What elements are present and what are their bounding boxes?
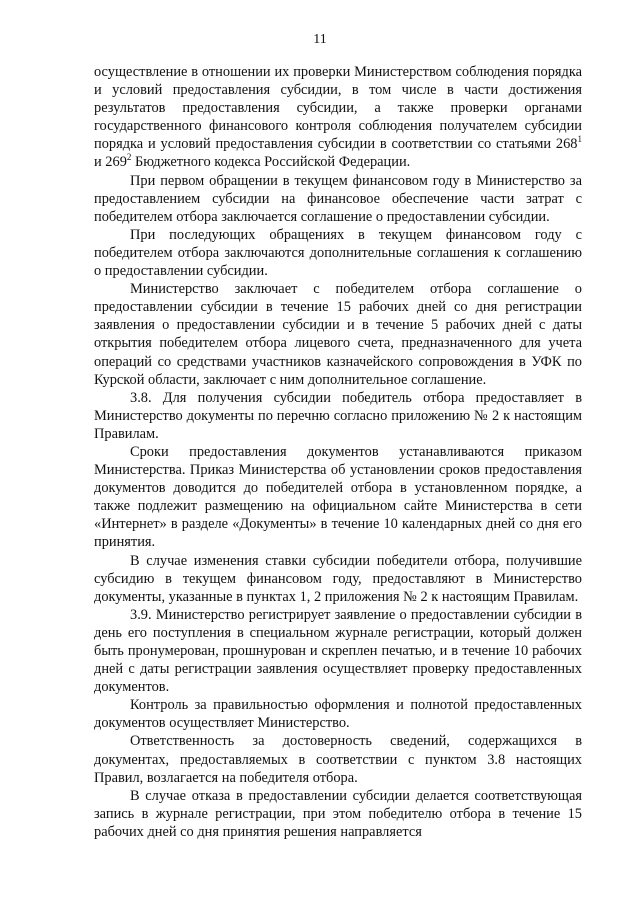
page-number: 11: [313, 32, 327, 47]
paragraph-10: Ответственность за достоверность сведений, содержащихся в документах, предоставляемых в соответствии с пунктом 3.8 настоящих Правил, возлагается на победителя отбора.: [94, 733, 582, 786]
paragraph-1-text-b: и 269: [94, 154, 127, 171]
paragraph-4: Министерство заключает с победителем отбора соглашение о предоставлении субсидии в течение 15 рабочих дней со дня регистрации заявления о предоставлении субсидии и в течение 5 рабочих дней с даты открытия победителем отбора лицевого счета, предназначенного для учета операций со средствами участников казначейского сопровождения в УФК по Курской области, заключает с ним дополнительное соглашение.: [94, 281, 582, 388]
paragraph-11: В случае отказа в предоставлении субсидии делается соответствующая запись в журнале регистрации, при этом победителю отбора в течение 15 рабочих дней со дня принятия решения направляется: [94, 787, 582, 840]
document-body: [94, 63, 582, 841]
paragraph-3: При последующих обращениях в текущем финансовом году с победителем отбора заключаются дополнительные соглашения к соглашению о предоставлении субсидии.: [94, 226, 582, 280]
paragraph-6: Сроки предоставления документов устанавливаются приказом Министерства. Приказ Министерства об установлении сроков предоставления документов доводится до победителей отбора в установленном порядке, а также подлежит размещению на официальном сайте Министерства в сети «Интернет» в разделе «Документы» в течение 10 календарных дней со дня его принятия.: [94, 443, 582, 551]
superscript-2: 2: [126, 152, 132, 163]
paragraph-8: 3.9. Министерство регистрирует заявление о предоставлении субсидии в день его поступления в специальном журнале регистрации, который должен быть пронумерован, прошнурован и скреплен печатью, и в течение 10 рабочих дней с даты регистрации заявления осуществляет проверку предоставленных документов.: [94, 606, 582, 696]
paragraph-1: [94, 63, 582, 172]
paragraph-9: Контроль за правильностью оформления и полнотой предоставленных документов осуществляет Министерство.: [94, 697, 582, 732]
paragraph-5: 3.8. Для получения субсидии победитель отбора предоставляет в Министерство документы по перечню согласно приложению № 2 к настоящим Правилам.: [94, 389, 582, 442]
superscript-1: 1: [577, 134, 582, 145]
paragraph-1-text-c: Бюджетного кодекса Российской Федерации.: [131, 154, 411, 171]
paragraph-2: При первом обращении в текущем финансовом году в Министерство за предоставлением субсидии на финансовое обеспечение части затрат с победителем отбора заключается соглашение о предоставлении субсидии.: [94, 172, 582, 225]
paragraph-1-text-a: осуществление в отношении их проверки Министерством соблюдения порядка и условий предоставления субсидии, в том числе в части достижения результатов предоставления субсидии, а также проверки органами государственного финансового контроля соблюдения получателем субсидии порядка и условий предоставления субсидии в соответствии со статьями 268: [94, 64, 582, 153]
paragraph-7: В случае изменения ставки субсидии победители отбора, получившие субсидию в текущем финансовом году, предоставляют в Министерство документы, указанные в пунктах 1, 2 приложения № 2 к настоящим Правилам.: [94, 552, 582, 605]
